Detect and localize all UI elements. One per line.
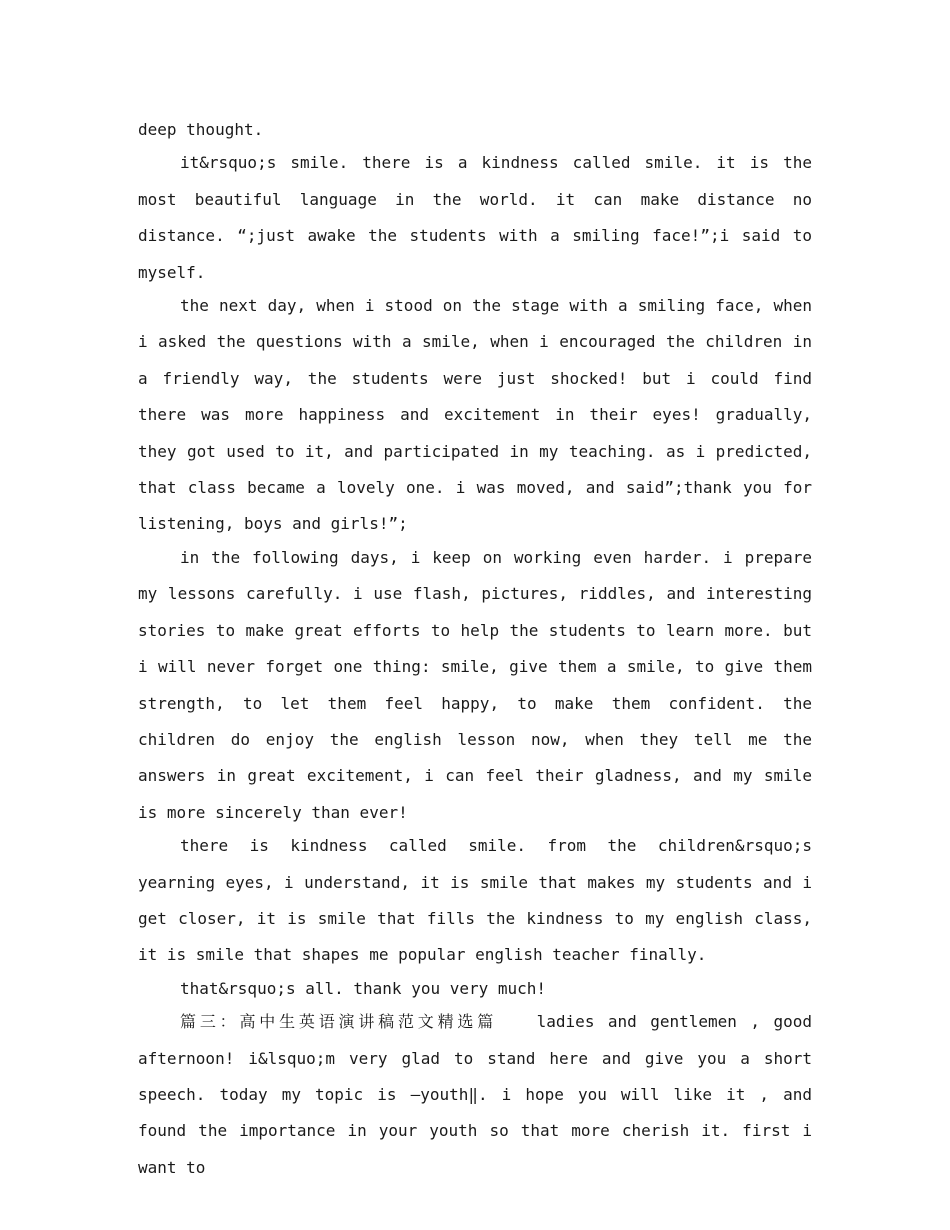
paragraph-section-three: 篇三：高中生英语演讲稿范文精选篇 ladies and gentlemen , good afternoon! i&lsquo;m very glad to stand here and give you a short speech. today my topic is ―youth‖. i hope you will like it , and found the importance in your youth so that more cherish it. first i want to: [138, 1012, 812, 1177]
paragraph-children-eyes: there is kindness called smile. from the children&rsquo;s yearning eyes, i understand, it is smile that makes my students and i get closer, it is smile that fills the kindness to my english class, it is smile that shapes me popular english teacher finally.: [138, 836, 812, 965]
paragraph-continuation: deep thought.: [138, 120, 264, 139]
paragraph-kindness-smile: it&rsquo;s smile. there is a kindness called smile. it is the most beautiful language in the world. it can make distance no distance. “;just awake the students with a smiling face!”;i said to myself.: [138, 153, 812, 282]
document-body: [138, 112, 812, 1186]
paragraph-following-days: in the following days, i keep on working even harder. i prepare my lessons carefully. i use flash, pictures, riddles, and interesting stories to make great efforts to help the students to learn more. but i will never forget one thing: smile, give them a smile, to give them strength, to let them feel happy, to make them confident. the children do enjoy the english lesson now, when they tell me the answers in great excitement, i can feel their gladness, and my smile is more sincerely than ever!: [138, 547, 812, 822]
paragraph-thanks: that&rsquo;s all. thank you very much!: [180, 978, 547, 998]
paragraph-next-day: the next day, when i stood on the stage with a smiling face, when i asked the questions with a smile, when i encouraged the children in a friendly way, the students were just shocked! but i could find there was more happiness and excitement in their eyes! gradually, they got used to it, and participated in my teaching. as i predicted, that class became a lovely one. i was moved, and said”;thank you for listening, boys and girls!”;: [138, 296, 812, 534]
